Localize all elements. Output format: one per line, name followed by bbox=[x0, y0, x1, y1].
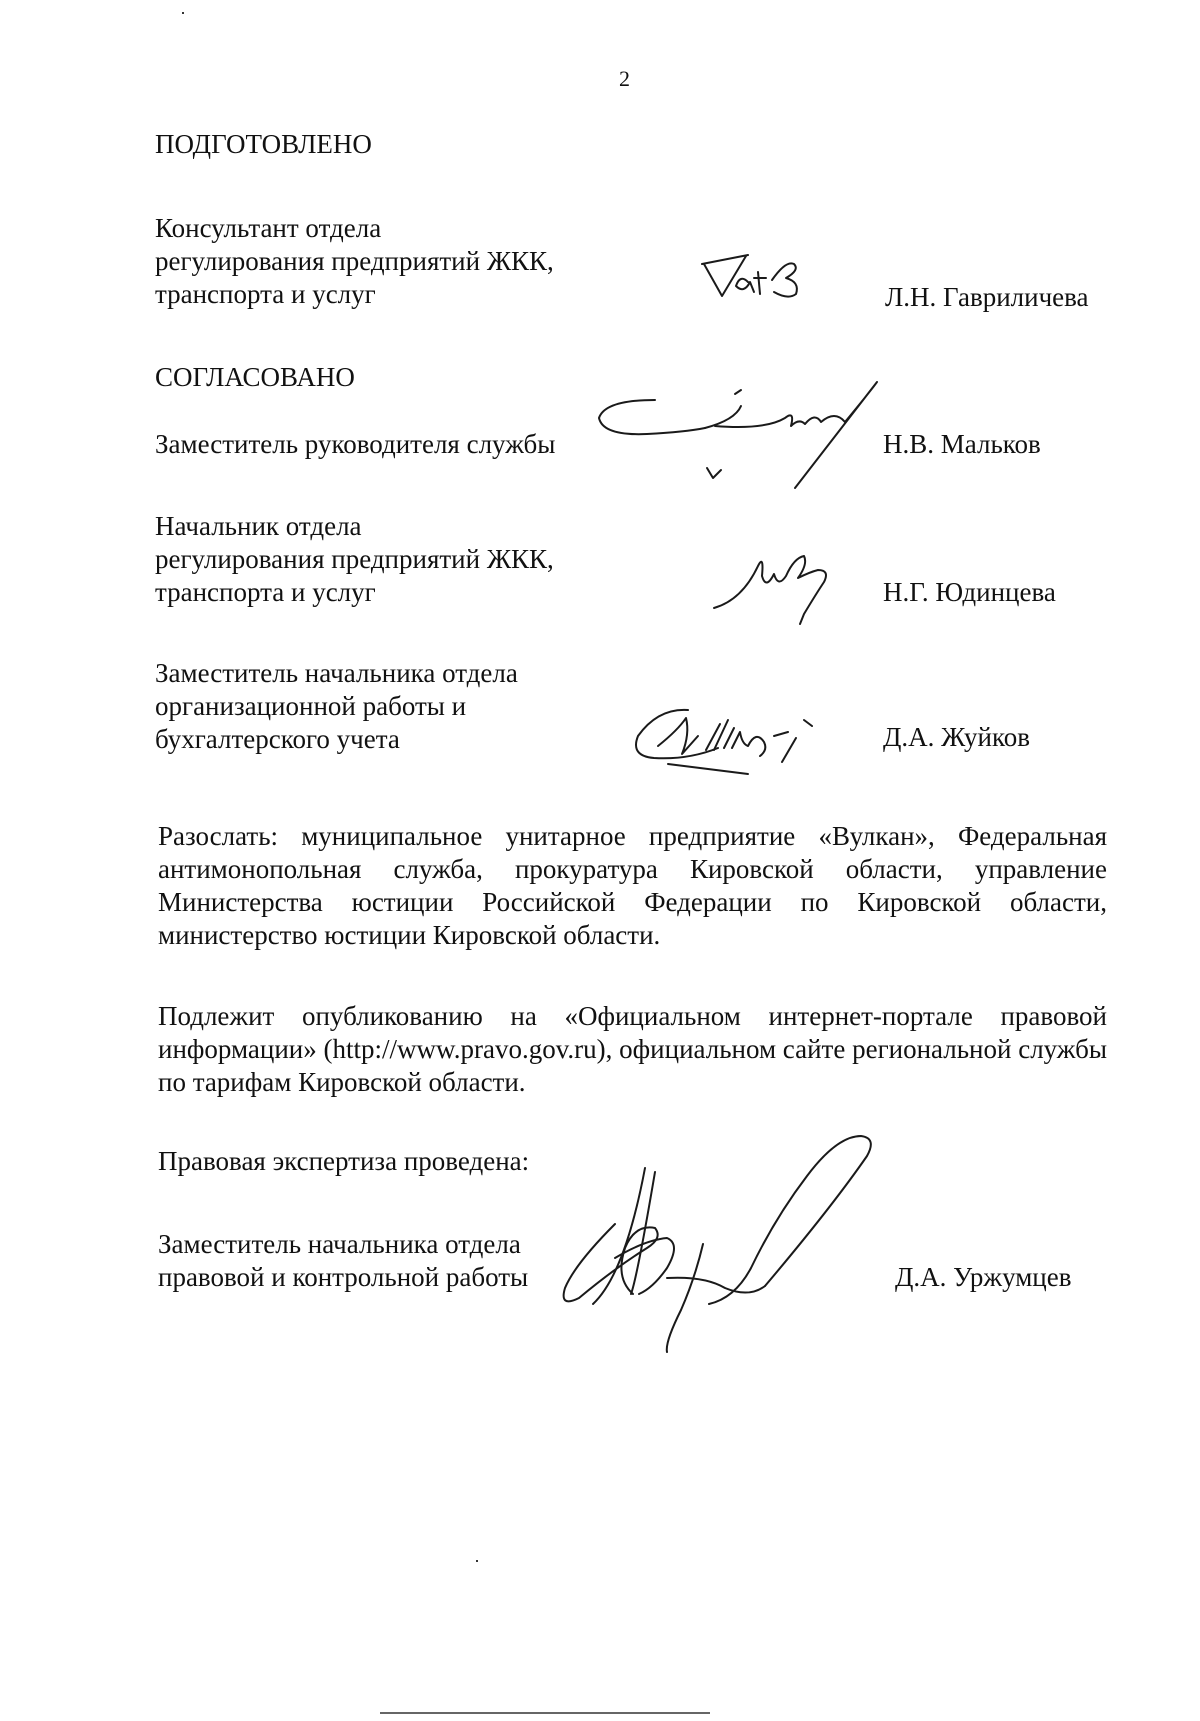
publication-paragraph: Подлежит опубликованию на «Официальном интернет-портале правовой информации» (http://www.pravo.gov.ru), официальном сайте региональной службы по тарифам Кировской области. bbox=[158, 1001, 1107, 1097]
prepared-position bbox=[155, 212, 554, 311]
position-line: регулирования предприятий ЖКК, bbox=[155, 246, 554, 276]
signature-malkov bbox=[595, 378, 885, 490]
signature-zhuykov bbox=[628, 700, 848, 780]
signer-3-name: Д.А. Жуйков bbox=[883, 722, 1030, 752]
scan-speck bbox=[182, 12, 184, 14]
position-line: Консультант отдела bbox=[155, 213, 382, 243]
position-line: Заместитель начальника отдела bbox=[158, 1229, 521, 1259]
position-line: Начальник отдела bbox=[155, 511, 362, 541]
scan-speck bbox=[380, 1712, 710, 1714]
distribution-paragraph: Разослать: муниципальное унитарное предприятие «Вулкан», Федеральная антимонопольная служба, прокуратура Кировской области, управление Министерства юстиции Российской Федерации по Кировской области, министерство юстиции Кировской области. bbox=[158, 821, 1107, 950]
signer-3-position bbox=[155, 657, 518, 756]
signer-1-position: Заместитель руководителя службы bbox=[155, 429, 556, 459]
position-line: Заместитель начальника отдела bbox=[155, 658, 518, 688]
signature-urzhumtsev bbox=[555, 1128, 885, 1358]
signer-1-name: Н.В. Мальков bbox=[883, 429, 1041, 459]
agreed-heading: СОГЛАСОВАНО bbox=[155, 362, 355, 392]
signer-2-name: Н.Г. Юдинцева bbox=[883, 577, 1056, 607]
legal-review-name: Д.А. Уржумцев bbox=[895, 1262, 1072, 1292]
scan-speck bbox=[476, 1560, 478, 1562]
position-line: транспорта и услуг bbox=[155, 279, 376, 309]
position-line: правовой и контрольной работы bbox=[158, 1262, 529, 1292]
position-line: транспорта и услуг bbox=[155, 577, 376, 607]
legal-review-position bbox=[158, 1228, 528, 1294]
signature-yudintseva bbox=[712, 548, 842, 628]
signature-gavrilicheva bbox=[700, 250, 810, 310]
position-line: организационной работы и bbox=[155, 691, 467, 721]
signer-2-position bbox=[155, 510, 554, 609]
position-line: бухгалтерского учета bbox=[155, 724, 400, 754]
position-line: регулирования предприятий ЖКК, bbox=[155, 544, 554, 574]
legal-review-statement: Правовая экспертиза проведена: bbox=[158, 1146, 530, 1176]
prepared-heading: ПОДГОТОВЛЕНО bbox=[155, 129, 372, 159]
prepared-name: Л.Н. Гавриличева bbox=[885, 282, 1089, 312]
page-number: 2 bbox=[619, 66, 630, 91]
